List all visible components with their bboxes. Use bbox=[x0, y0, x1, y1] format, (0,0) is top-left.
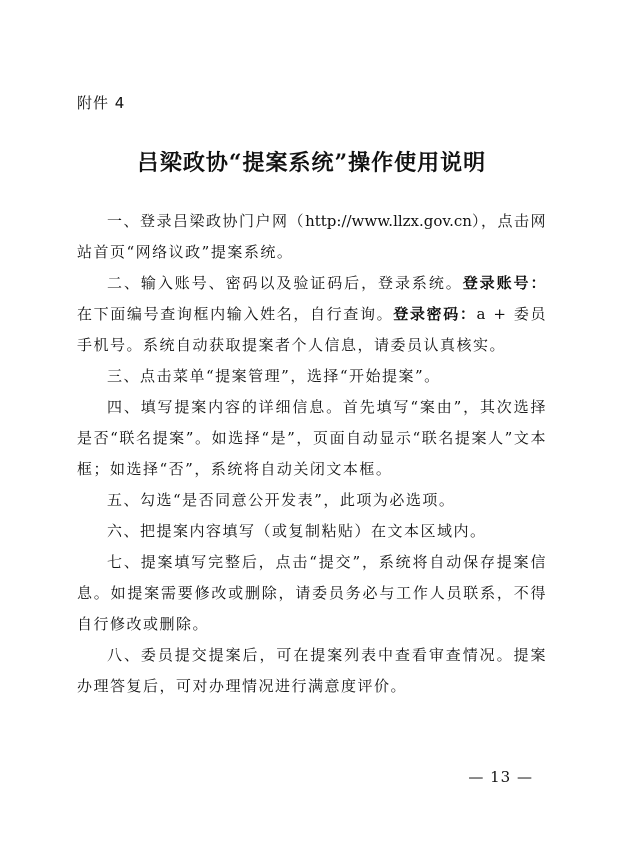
step-4-paragraph: 四、填写提案内容的详细信息。首先填写“案由”，其次选择是否“联名提案”。如选择“是”，页面自动显示“联名提案人”文本框；如选择“否”，系统将自动关闭文本框。 bbox=[77, 398, 547, 478]
document-title: 吕梁政协“提案系统”操作使用说明 bbox=[136, 150, 487, 176]
step-5-paragraph: 五、勾选“是否同意公开发表”，此项为必选项。 bbox=[107, 491, 456, 509]
step-1-text-before: 一、登录吕梁政协门户网（ bbox=[107, 212, 306, 230]
attachment-label: 附件 4 bbox=[77, 94, 126, 112]
login-password-label: 登录密码： bbox=[393, 305, 477, 323]
step-1-text-after: ），点击网站首页“网络议政”提案系统。 bbox=[77, 212, 547, 261]
step-8-paragraph: 八、委员提交提案后，可在提案列表中查看审查情况。提案办理答复后，可对办理情况进行满意度评价。 bbox=[77, 646, 547, 695]
step-3-paragraph: 三、点击菜单“提案管理”，选择“开始提案”。 bbox=[107, 367, 441, 385]
page-number: — 13 — bbox=[468, 768, 533, 786]
step-2-text-3: a + 委员手机号。系统自动获取提案者个人信息，请委员认真核实。 bbox=[77, 305, 547, 354]
document-body bbox=[77, 206, 547, 702]
step-7-paragraph: 七、提案填写完整后，点击“提交”，系统将自动保存提案信息。如提案需要修改或删除，请委员务必与工作人员联系，不得自行修改或删除。 bbox=[77, 553, 547, 633]
step-2-paragraph bbox=[77, 268, 547, 361]
login-account-label: 登录账号： bbox=[462, 274, 547, 292]
step-2-text-2: 在下面编号查询框内输入姓名，自行查询。 bbox=[77, 305, 394, 323]
portal-url: http://www.llzx.gov.cn bbox=[305, 212, 472, 230]
step-6-paragraph: 六、把提案内容填写（或复制粘贴）在文本区域内。 bbox=[107, 522, 487, 540]
step-2-text-1: 二、输入账号、密码以及验证码后，登录系统。 bbox=[107, 274, 463, 292]
step-1-paragraph bbox=[77, 206, 547, 268]
